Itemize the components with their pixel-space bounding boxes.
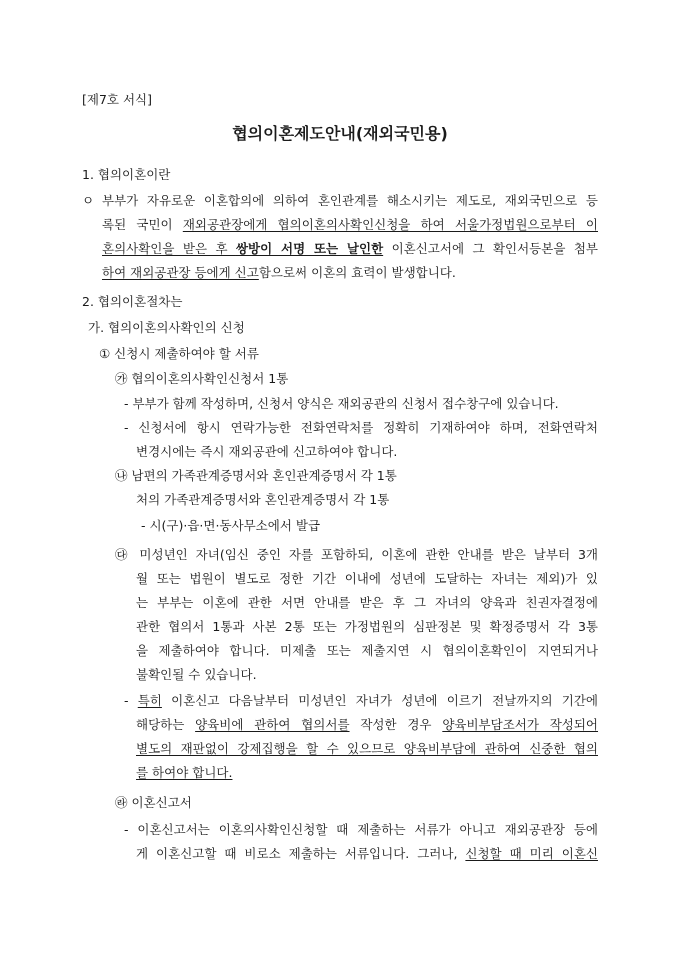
item-c-line-2: 월 또는 법원이 별도로 정한 기간 이내에 성년에 도달하는 자녀는 제외)가 있: [136, 571, 598, 586]
item-c-note-2: 해당하는 양육비에 관하여 협의서를 작성한 경우 양육비부담조서가 작성되어: [136, 717, 599, 732]
s1-line-2: 록된 국민이 재외공관장에게 협의이혼의사확인신청을 하여 서울가정법원으로부터 이: [102, 217, 598, 232]
bullet-icon: ㅇ: [82, 193, 95, 208]
section-2-heading: 2. 협의이혼절차는: [82, 294, 183, 309]
item-a-detail-2-cont: 변경시에는 즉시 재외공관에 신고하여야 합니다.: [136, 444, 398, 459]
item-1-heading: ① 신청시 제출하여야 할 서류: [99, 346, 259, 361]
item-a-detail-2: - 신청서에 항시 연락가능한 전화연락처를 정확히 기재하여야 하며, 전화연락처: [124, 420, 598, 435]
section-1-heading: 1. 협의이혼이란: [82, 167, 171, 182]
item-a-detail-1: - 부부가 함께 작성하며, 신청서 양식은 재외공관의 신청서 접수창구에 있습니다.: [124, 396, 559, 411]
s1-line-1: 부부가 자유로운 이혼합의에 의하여 혼인관계를 해소시키는 제도로, 재외국민으로 등: [102, 193, 598, 208]
item-b-line-2: 처의 가족관계증명서와 혼인관계증명서 각 1통: [136, 492, 390, 507]
item-c-note-1: - 특히 이혼신고 다음날부터 미성년인 자녀가 성년에 이르기 전날까지의 기간에: [124, 693, 599, 708]
item-c-line-5: 을 제출하여야 합니다. 미제출 또는 제출지연 시 협의이혼확인이 지연되거나: [136, 643, 598, 658]
item-c-line-4: 관한 협의서 1통과 사본 2통 또는 가정법원의 심판정본 및 확정증명서 각 3통: [136, 619, 598, 634]
s1-line-3: 혼의사확인을 받은 후 쌍방이 서명 또는 날인한 이혼신고서에 그 확인서등본을 첨부: [102, 241, 598, 256]
s1-line-4: 하여 재외공관장 등에게 신고함으로써 이혼의 효력이 발생합니다.: [102, 265, 456, 280]
item-c-note-3: 별도의 재판없이 강제집행을 할 수 있으므로 양육비부담에 관하여 신중한 협의: [136, 741, 598, 756]
item-c-line-6: 불확인될 수 있습니다.: [136, 667, 257, 682]
page-title: 협의이혼제도안내(재외국민용): [232, 124, 448, 143]
form-label: [제7호 서식]: [82, 92, 152, 107]
item-d-line-2: 게 이혼신고할 때 비로소 제출하는 서류입니다. 그러나, 신청할 때 미리 이혼신: [136, 846, 598, 861]
item-c-line-1: ㉰ 미성년인 자녀(임신 중인 자를 포함하되, 이혼에 관한 안내를 받은 날부터 3개: [115, 547, 598, 562]
item-d-line-1: - 이혼신고서는 이혼의사확인신청할 때 제출하는 서류가 아니고 재외공관장 등에: [124, 822, 598, 837]
item-c-note-4: 를 하여야 합니다.: [136, 765, 233, 780]
item-b-line-3: - 시(구)·읍·면·동사무소에서 발급: [141, 518, 321, 533]
item-b-heading: ㉯ 남편의 가족관계증명서와 혼인관계증명서 각 1통: [115, 468, 397, 483]
subsection-ga: 가. 협의이혼의사확인의 신청: [88, 320, 245, 335]
item-c-line-3: 는 부부는 이혼에 관한 서면 안내를 받은 후 그 자녀의 양육과 친권자결정에: [136, 595, 598, 610]
item-d-heading: ㉱ 이혼신고서: [115, 795, 192, 810]
item-a-heading: ㉮ 협의이혼의사확인신청서 1통: [115, 371, 289, 386]
